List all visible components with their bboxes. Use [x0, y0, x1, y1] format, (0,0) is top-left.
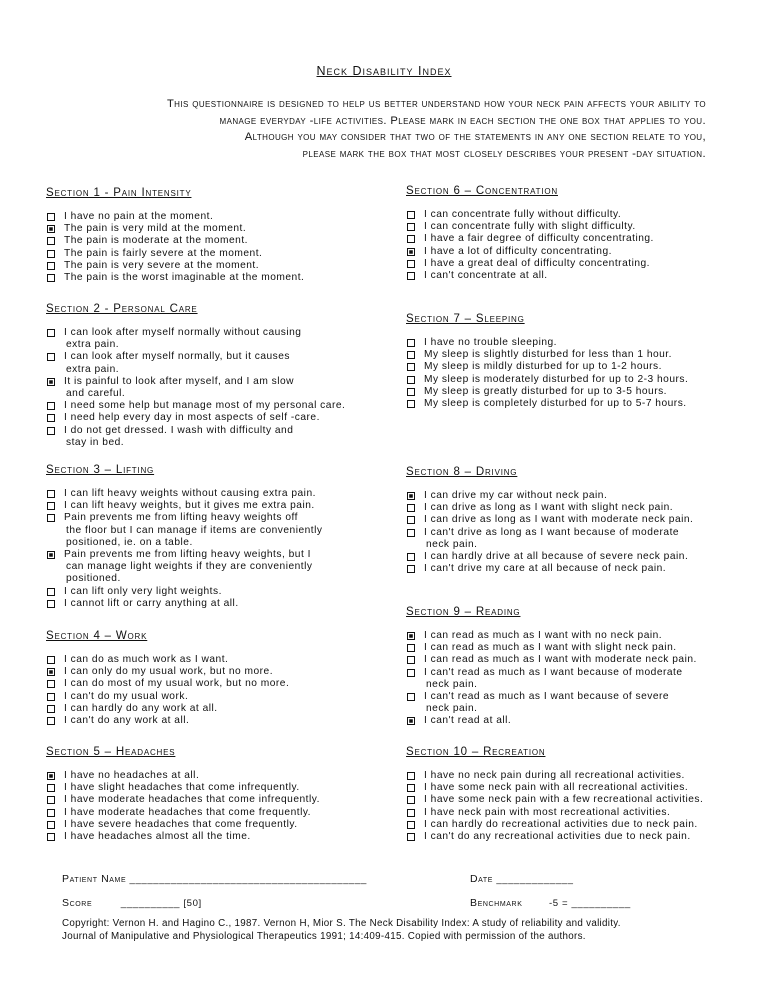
checkbox-icon[interactable]: [47, 772, 55, 780]
option-text: My sleep is slightly disturbed for less than 1 hour.: [424, 349, 672, 361]
checkbox-option[interactable]: [406, 246, 654, 258]
option-text: I have no pain at the moment.: [64, 211, 214, 222]
checkbox-icon[interactable]: [407, 363, 415, 371]
score-value[interactable]: __________ [50]: [120, 898, 202, 909]
checkbox-option[interactable]: [46, 376, 345, 400]
option-text: I have a lot of difficulty concentrating.: [424, 245, 612, 257]
option-text: My sleep is completely disturbed for up to 5-7 hours.: [424, 398, 687, 410]
checkbox-icon[interactable]: [47, 502, 55, 510]
checkbox-option[interactable]: [406, 527, 693, 551]
option-text: and careful.: [66, 388, 126, 400]
checkbox-option[interactable]: [46, 654, 289, 666]
checkbox-icon[interactable]: [47, 705, 55, 713]
checkbox-icon[interactable]: [407, 504, 415, 512]
checkbox-icon[interactable]: [47, 262, 55, 270]
option-text: neck pain.: [426, 678, 478, 690]
patient-name-label: Patient Name: [62, 873, 127, 885]
date-line[interactable]: _____________: [496, 874, 574, 885]
checkbox-option[interactable]: [46, 260, 304, 272]
checkbox-option[interactable]: [46, 351, 345, 375]
checkbox-option[interactable]: [46, 770, 320, 782]
option-text: I can read as much as I want with slight neck pain.: [424, 642, 677, 654]
checkbox-icon[interactable]: [47, 329, 55, 337]
option-text: I can hardly do recreational activities due to neck pain.: [424, 818, 698, 830]
section-pain-intensity: [46, 187, 304, 284]
option-text: I can drive as long as I want with moderate neck pain.: [424, 514, 694, 526]
option-text: I can lift heavy weights without causing extra pain.: [64, 488, 316, 499]
checkbox-option[interactable]: [46, 794, 320, 806]
checkbox-option[interactable]: [46, 400, 345, 412]
section-sleeping: [406, 313, 688, 410]
section-title: Section 7 – Sleeping: [406, 313, 525, 325]
score-label: Score: [62, 897, 93, 909]
option-text: My sleep is moderately disturbed for up to 2-3 hours.: [424, 373, 689, 385]
checkbox-icon[interactable]: [407, 821, 415, 829]
checkbox-option[interactable]: [46, 703, 289, 715]
patient-name-line[interactable]: ________________________________________: [129, 874, 367, 885]
section-lifting: [46, 464, 322, 610]
checkbox-icon[interactable]: [47, 514, 55, 522]
checkbox-option[interactable]: [46, 715, 289, 727]
checkbox-icon[interactable]: [47, 809, 55, 817]
checkbox-icon[interactable]: [407, 553, 415, 561]
checkbox-option[interactable]: [46, 425, 345, 449]
checkbox-option[interactable]: [406, 337, 688, 349]
checkbox-icon[interactable]: [47, 274, 55, 282]
option-text: I do not get dressed. I wash with difficulty and: [64, 424, 294, 436]
checkbox-icon[interactable]: [47, 427, 55, 435]
option-text: Pain prevents me from lifting heavy weights off: [64, 512, 298, 524]
checkbox-icon[interactable]: [407, 351, 415, 359]
checkbox-icon[interactable]: [47, 237, 55, 245]
checkbox-option[interactable]: [406, 502, 693, 514]
checkbox-option[interactable]: [46, 831, 320, 843]
option-text: I can lift heavy weights, but it gives me extra pain.: [64, 500, 315, 512]
option-text: I have severe headaches that come frequently.: [64, 818, 298, 830]
option-text: I have some neck pain with a few recreational activities.: [424, 794, 704, 806]
option-text: I have no headaches at all.: [64, 770, 200, 781]
copyright-line: Journal of Manipulative and Physiological Therapeutics 1991; 14:409-415. Copied with permission of the authors.: [62, 930, 586, 942]
section-title: Section 1 - Pain Intensity: [46, 187, 192, 199]
patient-name-field[interactable]: [62, 873, 367, 885]
checkbox-option[interactable]: [406, 221, 654, 233]
checkbox-icon[interactable]: [407, 492, 415, 500]
checkbox-option[interactable]: [46, 272, 304, 284]
checkbox-option[interactable]: [46, 586, 322, 598]
checkbox-option[interactable]: [46, 235, 304, 247]
checkbox-icon[interactable]: [407, 632, 415, 640]
checkbox-icon[interactable]: [407, 339, 415, 347]
checkbox-icon[interactable]: [47, 784, 55, 792]
option-text: I can't do any work at all.: [64, 715, 190, 727]
checkbox-option[interactable]: [406, 398, 688, 410]
option-text: I can hardly drive at all because of severe neck pain.: [424, 551, 689, 563]
checkbox-icon[interactable]: [47, 680, 55, 688]
checkbox-icon[interactable]: [407, 717, 415, 725]
checkbox-icon[interactable]: [47, 588, 55, 596]
section-title: Section 3 – Lifting: [46, 464, 155, 476]
option-text: I can lift only very light weights.: [64, 585, 222, 597]
option-text: Pain prevents me from lifting heavy weights, but I: [64, 549, 311, 561]
checkbox-option[interactable]: [406, 654, 697, 666]
option-text: I have neck pain with most recreational activities.: [424, 806, 671, 818]
checkbox-icon[interactable]: [47, 551, 55, 559]
checkbox-option[interactable]: [46, 691, 289, 703]
option-text: The pain is very severe at the moment.: [64, 259, 260, 271]
checkbox-icon[interactable]: [407, 248, 415, 256]
option-text: The pain is the worst imaginable at the moment.: [64, 272, 305, 284]
checkbox-icon[interactable]: [407, 400, 415, 408]
benchmark-label: Benchmark: [470, 897, 523, 909]
checkbox-icon[interactable]: [407, 565, 415, 573]
option-text: I can do most of my usual work, but no more.: [64, 678, 290, 690]
checkbox-icon[interactable]: [47, 353, 55, 361]
checkbox-option[interactable]: [46, 512, 322, 549]
checkbox-option[interactable]: [406, 819, 703, 831]
option-text: I can drive my car without neck pain.: [424, 490, 608, 501]
option-text: I can read as much as I want with no neck pain.: [424, 630, 663, 641]
option-text: I have a fair degree of difficulty concentrating.: [424, 233, 654, 245]
checkbox-option[interactable]: [46, 248, 304, 260]
checkbox-option[interactable]: [406, 667, 697, 691]
option-text: I can hardly do any work at all.: [64, 702, 218, 714]
checkbox-option[interactable]: [406, 514, 693, 526]
checkbox-option[interactable]: [46, 549, 322, 586]
checkbox-option[interactable]: [406, 386, 688, 398]
intro-line: Although you may consider that two of the statements in any one section relate to you,: [244, 131, 706, 143]
intro-paragraph: [26, 96, 706, 162]
checkbox-option[interactable]: [406, 563, 693, 575]
checkbox-icon[interactable]: [407, 388, 415, 396]
section-title: Section 6 – Concentration: [406, 185, 558, 197]
checkbox-option[interactable]: [46, 488, 322, 500]
checkbox-icon[interactable]: [407, 833, 415, 841]
checkbox-icon[interactable]: [47, 796, 55, 804]
checkbox-icon[interactable]: [407, 223, 415, 231]
option-text: I can't drive as long as I want because of moderate: [424, 526, 680, 538]
checkbox-option[interactable]: [46, 819, 320, 831]
section-personal-care: [46, 303, 345, 449]
checkbox-icon[interactable]: [407, 809, 415, 817]
checkbox-icon[interactable]: [407, 235, 415, 243]
section-work: [46, 630, 289, 727]
option-text: The pain is moderate at the moment.: [64, 235, 248, 247]
checkbox-icon[interactable]: [407, 693, 415, 701]
option-text: I have headaches almost all the time.: [64, 831, 251, 843]
section-recreation: [406, 746, 703, 843]
section-title: Section 10 – Recreation: [406, 746, 546, 758]
checkbox-option[interactable]: [406, 770, 703, 782]
checkbox-icon[interactable]: [407, 644, 415, 652]
checkbox-icon[interactable]: [47, 668, 55, 676]
section-title: Section 9 – Reading: [406, 606, 521, 618]
checkbox-icon[interactable]: [47, 693, 55, 701]
option-text: I cannot lift or carry anything at all.: [64, 597, 239, 609]
option-text: I can concentrate fully without difficulty.: [424, 209, 622, 220]
checkbox-icon[interactable]: [47, 600, 55, 608]
checkbox-option[interactable]: [406, 807, 703, 819]
checkbox-option[interactable]: [406, 233, 654, 245]
checkbox-icon[interactable]: [407, 211, 415, 219]
checkbox-icon[interactable]: [47, 378, 55, 386]
checkbox-option[interactable]: [406, 831, 703, 843]
copyright-line: Copyright: Vernon H. and Hagino C., 1987. Vernon H, Mior S. The Neck Disability Index: A study of reliability and validity.: [62, 918, 621, 929]
option-text: I have no trouble sleeping.: [424, 337, 558, 348]
checkbox-option[interactable]: [406, 270, 654, 282]
option-text: neck pain.: [426, 703, 478, 715]
option-text: The pain is fairly severe at the moment.: [64, 247, 263, 259]
section-headaches: [46, 746, 320, 843]
section-concentration: [406, 185, 654, 282]
checkbox-option[interactable]: [46, 807, 320, 819]
checkbox-icon[interactable]: [47, 213, 55, 221]
option-text: My sleep is mildly disturbed for up to 1-2 hours.: [424, 361, 662, 373]
checkbox-icon[interactable]: [407, 529, 415, 537]
option-text: neck pain.: [426, 538, 478, 550]
section-title: Section 5 – Headaches: [46, 746, 176, 758]
option-text: I can drive as long as I want with slight neck pain.: [424, 502, 674, 514]
benchmark-value[interactable]: -5 = __________: [549, 898, 631, 909]
option-text: I have a great deal of difficulty concentrating.: [424, 257, 650, 269]
option-text: extra pain.: [66, 339, 120, 351]
checkbox-icon[interactable]: [47, 717, 55, 725]
option-text: I have moderate headaches that come frequently.: [64, 806, 312, 818]
checkbox-option[interactable]: [46, 223, 304, 235]
option-text: It is painful to look after myself, and I am slow: [64, 375, 295, 387]
checkbox-icon[interactable]: [47, 490, 55, 498]
checkbox-icon[interactable]: [47, 414, 55, 422]
checkbox-icon[interactable]: [47, 225, 55, 233]
checkbox-icon[interactable]: [47, 656, 55, 664]
checkbox-icon[interactable]: [407, 669, 415, 677]
checkbox-option[interactable]: [46, 211, 304, 223]
copyright-notice: [62, 918, 742, 943]
option-text: I can't read as much as I want because of severe: [424, 691, 670, 703]
checkbox-icon[interactable]: [407, 784, 415, 792]
option-text: I can look after myself normally, but it causes: [64, 351, 291, 363]
intro-line: manage everyday -life activities. Please mark in each section the one box that applies to you.: [219, 114, 706, 127]
score-field[interactable]: [62, 897, 202, 909]
checkbox-icon[interactable]: [47, 250, 55, 258]
intro-line: please mark the box that most closely describes your present -day situation.: [302, 147, 706, 160]
option-text: I need some help but manage most of my personal care.: [64, 400, 346, 412]
checkbox-icon[interactable]: [47, 402, 55, 410]
option-text: positioned.: [66, 573, 121, 585]
checkbox-icon[interactable]: [407, 796, 415, 804]
section-title: Section 4 – Work: [46, 630, 148, 642]
option-text: I have some neck pain with all recreational activities.: [424, 782, 689, 794]
checkbox-option[interactable]: [406, 630, 697, 642]
option-text: I can't drive my care at all because of neck pain.: [424, 563, 667, 575]
checkbox-option[interactable]: [46, 598, 322, 610]
checkbox-option[interactable]: [406, 642, 697, 654]
option-text: the floor but I can manage if items are conveniently: [66, 524, 323, 536]
checkbox-option[interactable]: [406, 361, 688, 373]
checkbox-option[interactable]: [406, 349, 688, 361]
checkbox-icon[interactable]: [407, 656, 415, 664]
checkbox-icon[interactable]: [47, 821, 55, 829]
checkbox-option[interactable]: [406, 374, 688, 386]
option-text: stay in bed.: [66, 436, 125, 448]
option-text: I can concentrate fully with slight difficulty.: [424, 221, 636, 233]
checkbox-option[interactable]: [406, 715, 697, 727]
checkbox-icon[interactable]: [407, 516, 415, 524]
checkbox-option[interactable]: [406, 794, 703, 806]
option-text: I can only do my usual work, but no more.: [64, 666, 274, 678]
checkbox-option[interactable]: [46, 666, 289, 678]
checkbox-icon[interactable]: [407, 772, 415, 780]
benchmark-field[interactable]: [470, 897, 631, 909]
checkbox-option[interactable]: [46, 412, 345, 424]
option-text: I can't concentrate at all.: [424, 270, 548, 282]
page-title: Neck Disability Index: [316, 64, 452, 78]
option-text: My sleep is greatly disturbed for up to 3-5 hours.: [424, 385, 668, 397]
option-text: I can't do any recreational activities due to neck pain.: [424, 831, 691, 843]
checkbox-option[interactable]: [406, 782, 703, 794]
option-text: I can't do my usual work.: [64, 690, 189, 702]
option-text: I can look after myself normally without causing: [64, 327, 302, 338]
option-text: I can't read as much as I want because of moderate: [424, 666, 683, 678]
option-text: positioned, ie. on a table.: [66, 536, 193, 548]
section-driving: [406, 466, 693, 575]
checkbox-option[interactable]: [406, 258, 654, 270]
option-text: The pain is very mild at the moment.: [64, 223, 247, 235]
checkbox-icon[interactable]: [407, 376, 415, 384]
checkbox-option[interactable]: [46, 327, 345, 351]
section-title: Section 2 - Personal Care: [46, 303, 198, 315]
option-text: I have slight headaches that come infrequently.: [64, 782, 300, 794]
date-field[interactable]: [470, 873, 574, 885]
checkbox-option[interactable]: [406, 691, 697, 715]
intro-line: This questionnaire is designed to help us better understand how your neck pain affects your ability to: [166, 98, 706, 110]
section-title: Section 8 – Driving: [406, 466, 518, 478]
option-text: I can do as much work as I want.: [64, 654, 229, 665]
option-text: I can't read at all.: [424, 715, 512, 727]
checkbox-icon[interactable]: [47, 833, 55, 841]
option-text: I can read as much as I want with moderate neck pain.: [424, 654, 697, 666]
option-text: I have moderate headaches that come infrequently.: [64, 794, 320, 806]
checkbox-option[interactable]: [46, 500, 322, 512]
checkbox-option[interactable]: [406, 209, 654, 221]
checkbox-icon[interactable]: [407, 260, 415, 268]
checkbox-option[interactable]: [46, 782, 320, 794]
section-reading: [406, 606, 697, 728]
checkbox-option[interactable]: [46, 678, 289, 690]
checkbox-icon[interactable]: [407, 272, 415, 280]
checkbox-option[interactable]: [406, 490, 693, 502]
checkbox-option[interactable]: [406, 551, 693, 563]
date-label: Date: [470, 873, 494, 885]
option-text: extra pain.: [66, 363, 120, 375]
option-text: I have no neck pain during all recreational activities.: [424, 770, 685, 781]
option-text: can manage light weights if they are conveniently: [66, 561, 313, 573]
option-text: I need help every day in most aspects of self -care.: [64, 412, 320, 424]
